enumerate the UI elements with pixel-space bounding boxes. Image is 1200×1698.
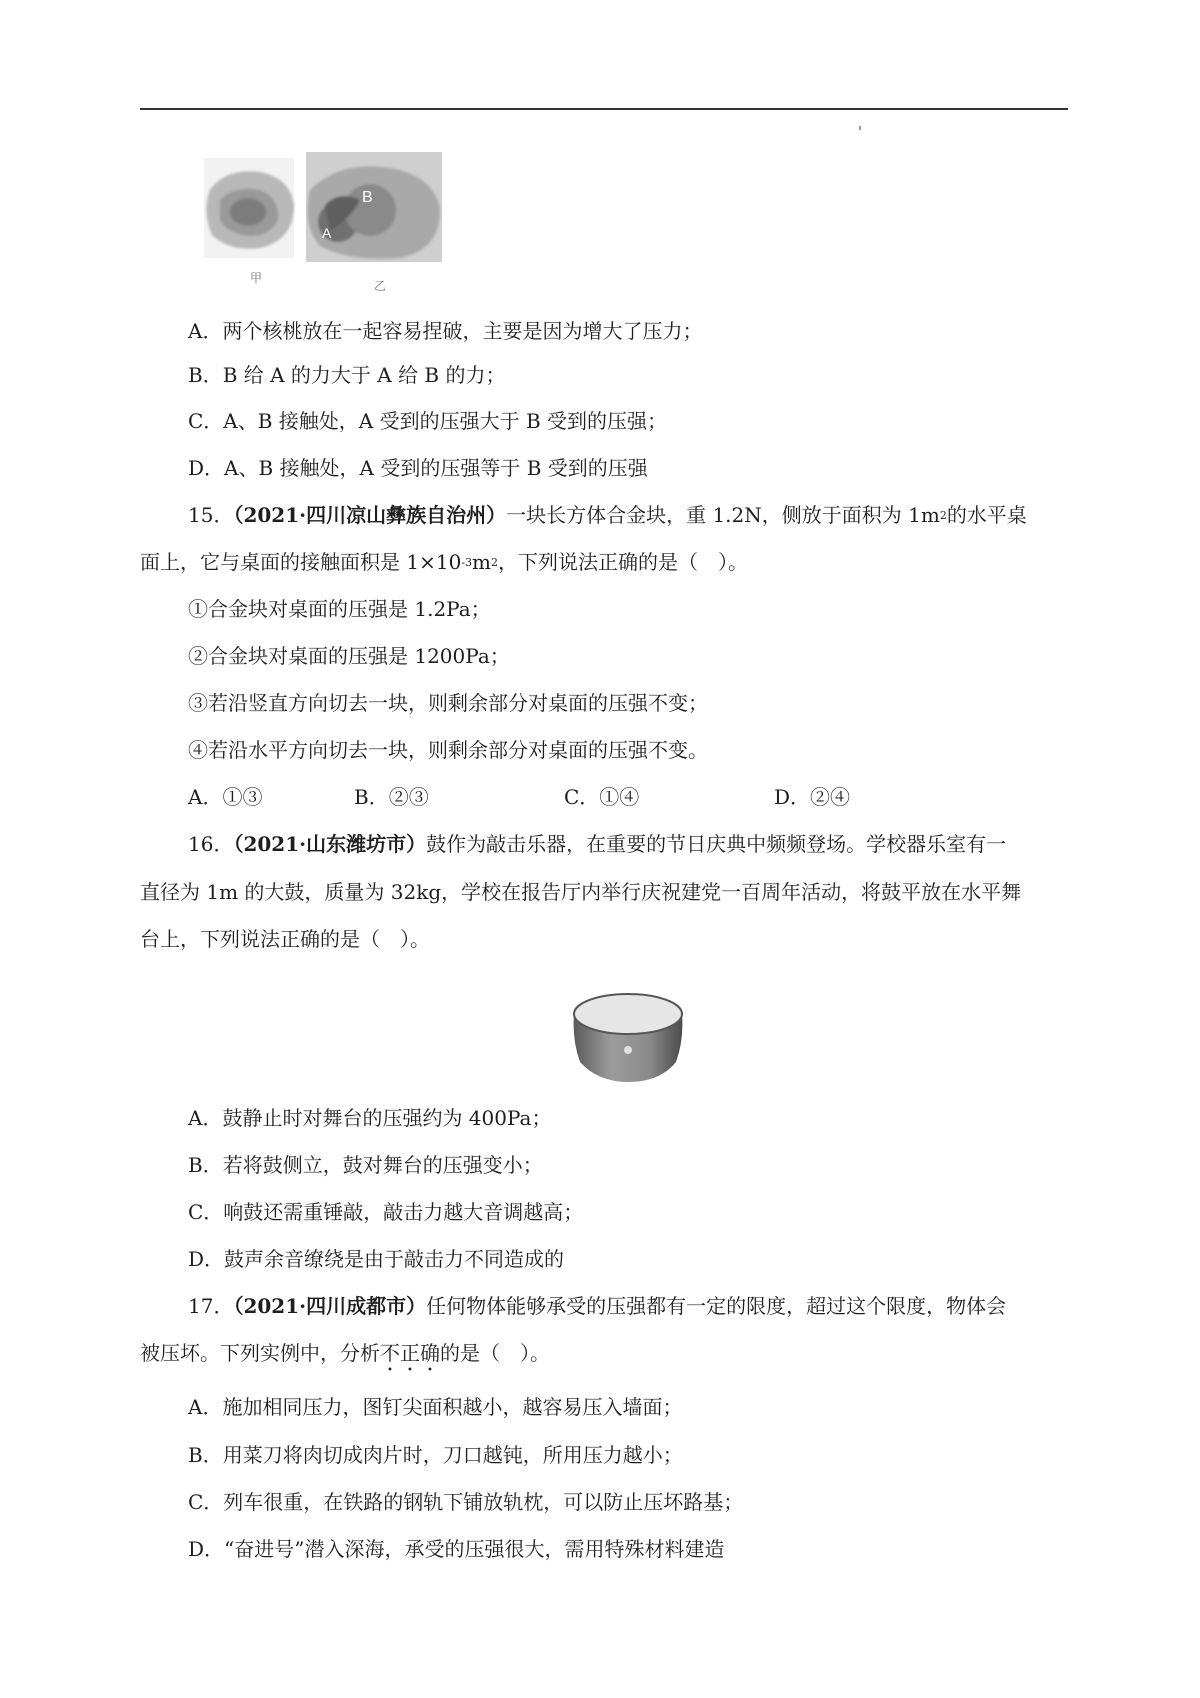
header-rule (140, 108, 1068, 110)
q15-stem-line-2 (140, 549, 748, 575)
q15-choice-a: A．①③ (188, 785, 263, 809)
q15-stem-b-sup: -3 (461, 556, 473, 569)
q17-source: （2021·四川成都市） (233, 1294, 427, 1318)
q15-choice-b: B．②③ (354, 785, 429, 809)
q16-option-a: A．鼓静止时对舞台的压强约为 400Pa； (188, 1106, 552, 1130)
q14-option-b: B．B 给 A 的力大于 A 给 B 的力； (188, 363, 506, 387)
q16-option-c: C．响鼓还需重锤敲，敲击力越大音调越高； (188, 1200, 584, 1224)
q15-stem-b-mid: m (472, 550, 491, 574)
q15-statement-4: ④若沿水平方向切去一块，则剩余部分对桌面的压强不变。 (188, 738, 708, 762)
walnut-hand-figure (190, 150, 450, 295)
q17-number: 17． (188, 1294, 234, 1318)
hand-left-image (206, 171, 294, 248)
q15-stem-b-sup2: 2 (490, 556, 498, 569)
q15-stem-a-sup: 2 (939, 509, 947, 522)
q15-stem-line-1 (188, 502, 1027, 528)
q16-stem-line-1 (188, 831, 1006, 857)
q17-stem-line-1 (188, 1293, 1006, 1319)
q16-stem-line-2: 直径为 1m 的大鼓，质量为 32kg，学校在报告厅内举行庆祝建党一百周年活动，将鼓平放在水平舞 (140, 880, 1022, 904)
drum-figure (568, 990, 688, 1086)
label-yi: 乙 (374, 279, 387, 293)
q15-number: 15． (188, 503, 234, 527)
q17-option-d: D．“奋进号”潜入深海，承受的压强很大，需用特殊材料建造 (188, 1537, 725, 1561)
q14-option-d: D．A、B 接触处，A 受到的压强等于 B 受到的压强 (188, 456, 648, 480)
q15-choice-c: C．①④ (564, 785, 640, 809)
q16-stem-1: 鼓作为敲击乐器，在重要的节日庆典中频频登场。学校器乐室有一 (426, 832, 1007, 856)
q15-stem-a: 一块长方体合金块，重 1.2N，侧放于面积为 1m (506, 503, 940, 527)
q17-option-c: C．列车很重，在铁路的钢轨下铺放轨枕，可以防止压坏路基； (188, 1490, 744, 1514)
q16-option-d: D．鼓声余音缭绕是由于敲击力不同造成的 (188, 1247, 565, 1271)
label-b: B (362, 189, 373, 206)
q17-stem-2-emph: 不正确 (380, 1341, 440, 1365)
q14-option-c: C．A、B 接触处，A 受到的压强大于 B 受到的压强； (188, 409, 668, 433)
q15-choice-d: D．②④ (774, 785, 851, 809)
label-jia: 甲 (250, 271, 263, 285)
hand-right-image (308, 166, 440, 258)
q17-stem-2-post: 的是（ ）。 (440, 1341, 550, 1365)
header-mark (859, 126, 861, 130)
q16-number: 16． (188, 832, 234, 856)
q16-stem-line-3: 台上，下列说法正确的是（ ）。 (140, 927, 430, 951)
q15-stem-a-end: 的水平桌 (946, 503, 1027, 527)
q15-stem-b-end: ，下列说法正确的是（ ）。 (497, 550, 748, 574)
q15-stem-b: 面上，它与桌面的接触面积是 1×10 (140, 550, 462, 574)
q15-source: （2021·四川凉山彝族自治州） (233, 503, 507, 527)
q15-statement-3: ③若沿竖直方向切去一块，则剩余部分对桌面的压强不变； (188, 691, 708, 715)
q17-stem-1: 任何物体能够承受的压强都有一定的限度，超过这个限度，物体会 (426, 1294, 1007, 1318)
q15-statement-2: ②合金块对桌面的压强是 1200Pa； (188, 644, 510, 668)
label-a: A (322, 225, 332, 241)
q17-stem-2-pre: 被压坏。下列实例中，分析 (140, 1341, 380, 1365)
q14-option-a: A．两个核桃放在一起容易捏破，主要是因为增大了压力； (188, 319, 703, 343)
q16-source: （2021·山东潍坊市） (233, 832, 427, 856)
q16-option-b: B．若将鼓侧立，鼓对舞台的压强变小； (188, 1153, 543, 1177)
q15-statement-1: ①合金块对桌面的压强是 1.2Pa； (188, 597, 491, 621)
q17-stem-line-2 (140, 1340, 550, 1376)
q17-option-a: A．施加相同压力，图钉尖面积越小，越容易压入墙面； (188, 1395, 683, 1419)
q17-option-b: B．用菜刀将肉切成肉片时，刀口越钝，所用压力越小； (188, 1443, 683, 1467)
